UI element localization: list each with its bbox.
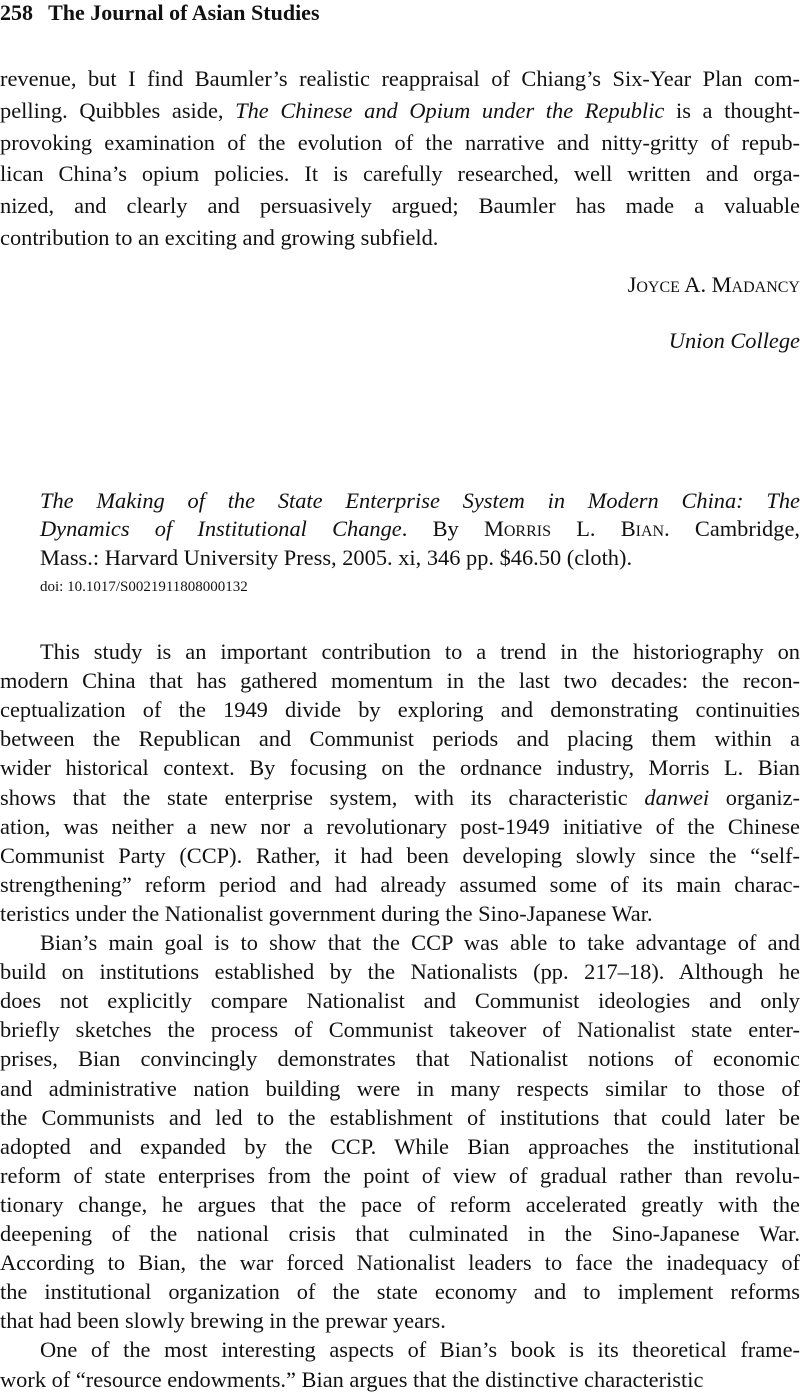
- italic-term: danwei: [644, 784, 710, 810]
- review-paragraph-line: According to Bian, the war forced Nationalist leaders to face the inadequacy of: [0, 1250, 800, 1276]
- text-segment: is a thought-: [664, 97, 800, 123]
- book-publisher-city: . Cambridge,: [664, 516, 800, 541]
- italic-term: The Chinese and Opium under the Republic: [235, 97, 665, 123]
- review-paragraph-line: strengthening” reform period and had already assumed some of its main charac-: [0, 871, 800, 897]
- text-segment: organiz-: [709, 784, 800, 810]
- page-number: 258: [0, 0, 33, 25]
- review-paragraph-line: wider historical context. By focusing on the ordnance industry, Morris L. Bian: [0, 755, 800, 781]
- text-segment: pelling. Quibbles aside,: [0, 97, 236, 123]
- review-paragraph-line: adopted and expanded by the CCP. While Bian approaches the institutional: [0, 1133, 800, 1159]
- review-paragraph-line: ation, was neither a new nor a revolutionary post-1949 initiative of the Chinese: [0, 813, 800, 839]
- review-paragraph-line: the institutional organization of the state economy and to implement reforms: [0, 1279, 800, 1305]
- review-paragraph-line: reform of state enterprises from the point of view of gradual rather than revolu-: [0, 1162, 800, 1188]
- review-paragraph-line: This study is an important contribution to a trend in the historiography on: [40, 639, 800, 664]
- journal-title: The Journal of Asian Studies: [48, 0, 320, 25]
- book-by: . By: [401, 516, 484, 541]
- review-paragraph-line: prises, Bian convincingly demonstrates that Nationalist notions of economic: [0, 1046, 800, 1072]
- book-title-subtitle: Dynamics of Institutional Change: [40, 516, 402, 541]
- review-paragraph-line: between the Republican and Communist periods and placing them within a: [0, 726, 800, 752]
- review-paragraph-line: tionary change, he argues that the pace of reform accelerated greatly with the: [0, 1191, 800, 1217]
- book-title-line-2: [0, 514, 800, 544]
- review-paragraph-line: work of “resource endowments.” Bian argues that the distinctive characteristic: [0, 1366, 704, 1392]
- review-paragraph-line: Bian’s main goal is to show that the CCP was able to take advantage of and: [40, 930, 800, 955]
- review-paragraph-line: the Communists and led to the establishment of institutions that could later be: [0, 1104, 800, 1130]
- prior-review-line: provoking examination of the evolution of the narrative and nitty-gritty of repub-: [0, 129, 800, 155]
- book-title-line-1: The Making of the State Enterprise System in Modern China: The: [40, 488, 800, 513]
- review-paragraph-line: [0, 783, 800, 813]
- review-paragraph-line: briefly sketches the process of Communist takeover of Nationalist state enter-: [0, 1017, 800, 1043]
- review-paragraph-line: Communist Party (CCP). Rather, it had been developing slowly since the “self-: [0, 842, 800, 868]
- review-paragraph-line: and administrative nation building were in many respects similar to those of: [0, 1075, 800, 1101]
- prior-review-line: [0, 96, 800, 126]
- review-paragraph-line: that had been slowly brewing in the prewar years.: [0, 1308, 446, 1334]
- review-paragraph-line: build on institutions established by the Nationalists (pp. 217–18). Although he: [0, 959, 800, 985]
- running-head: [0, 0, 320, 30]
- review-paragraph-line: teristics under the Nationalist government during the Sino-Japanese War.: [0, 900, 653, 926]
- prior-review-line: contribution to an exciting and growing subfield.: [0, 225, 439, 250]
- book-doi: doi: 10.1017/S0021911808000132: [40, 579, 248, 595]
- book-author: Morris L. Bian: [483, 516, 665, 541]
- prior-review-line: revenue, but I find Baumler’s realistic reappraisal of Chiang’s Six-Year Plan com-: [0, 66, 800, 91]
- reviewer-name: Joyce A. Madancy: [627, 272, 800, 297]
- prior-review-line: nized, and clearly and persuasively argued; Baumler has made a valuable: [0, 193, 800, 219]
- reviewer-affiliation: Union College: [668, 328, 800, 353]
- book-publication-details: Mass.: Harvard University Press, 2005. xi, 346 pp. $46.50 (cloth).: [40, 545, 633, 570]
- review-paragraph-line: ceptualization of the 1949 divide by exploring and demonstrating continuities: [0, 697, 800, 723]
- review-paragraph-line: deepening of the national crisis that culminated in the Sino-Japanese War.: [0, 1221, 800, 1246]
- text-segment: shows that the state enterprise system, with its characteristic: [0, 784, 645, 810]
- review-paragraph-line: One of the most interesting aspects of Bian’s book is its theoretical frame-: [40, 1337, 800, 1363]
- review-paragraph-line: modern China that has gathered momentum in the last two decades: the recon-: [0, 668, 800, 694]
- review-paragraph-line: does not explicitly compare Nationalist and Communist ideologies and only: [0, 988, 800, 1014]
- prior-review-line: lican China’s opium policies. It is carefully researched, well written and orga-: [0, 161, 800, 187]
